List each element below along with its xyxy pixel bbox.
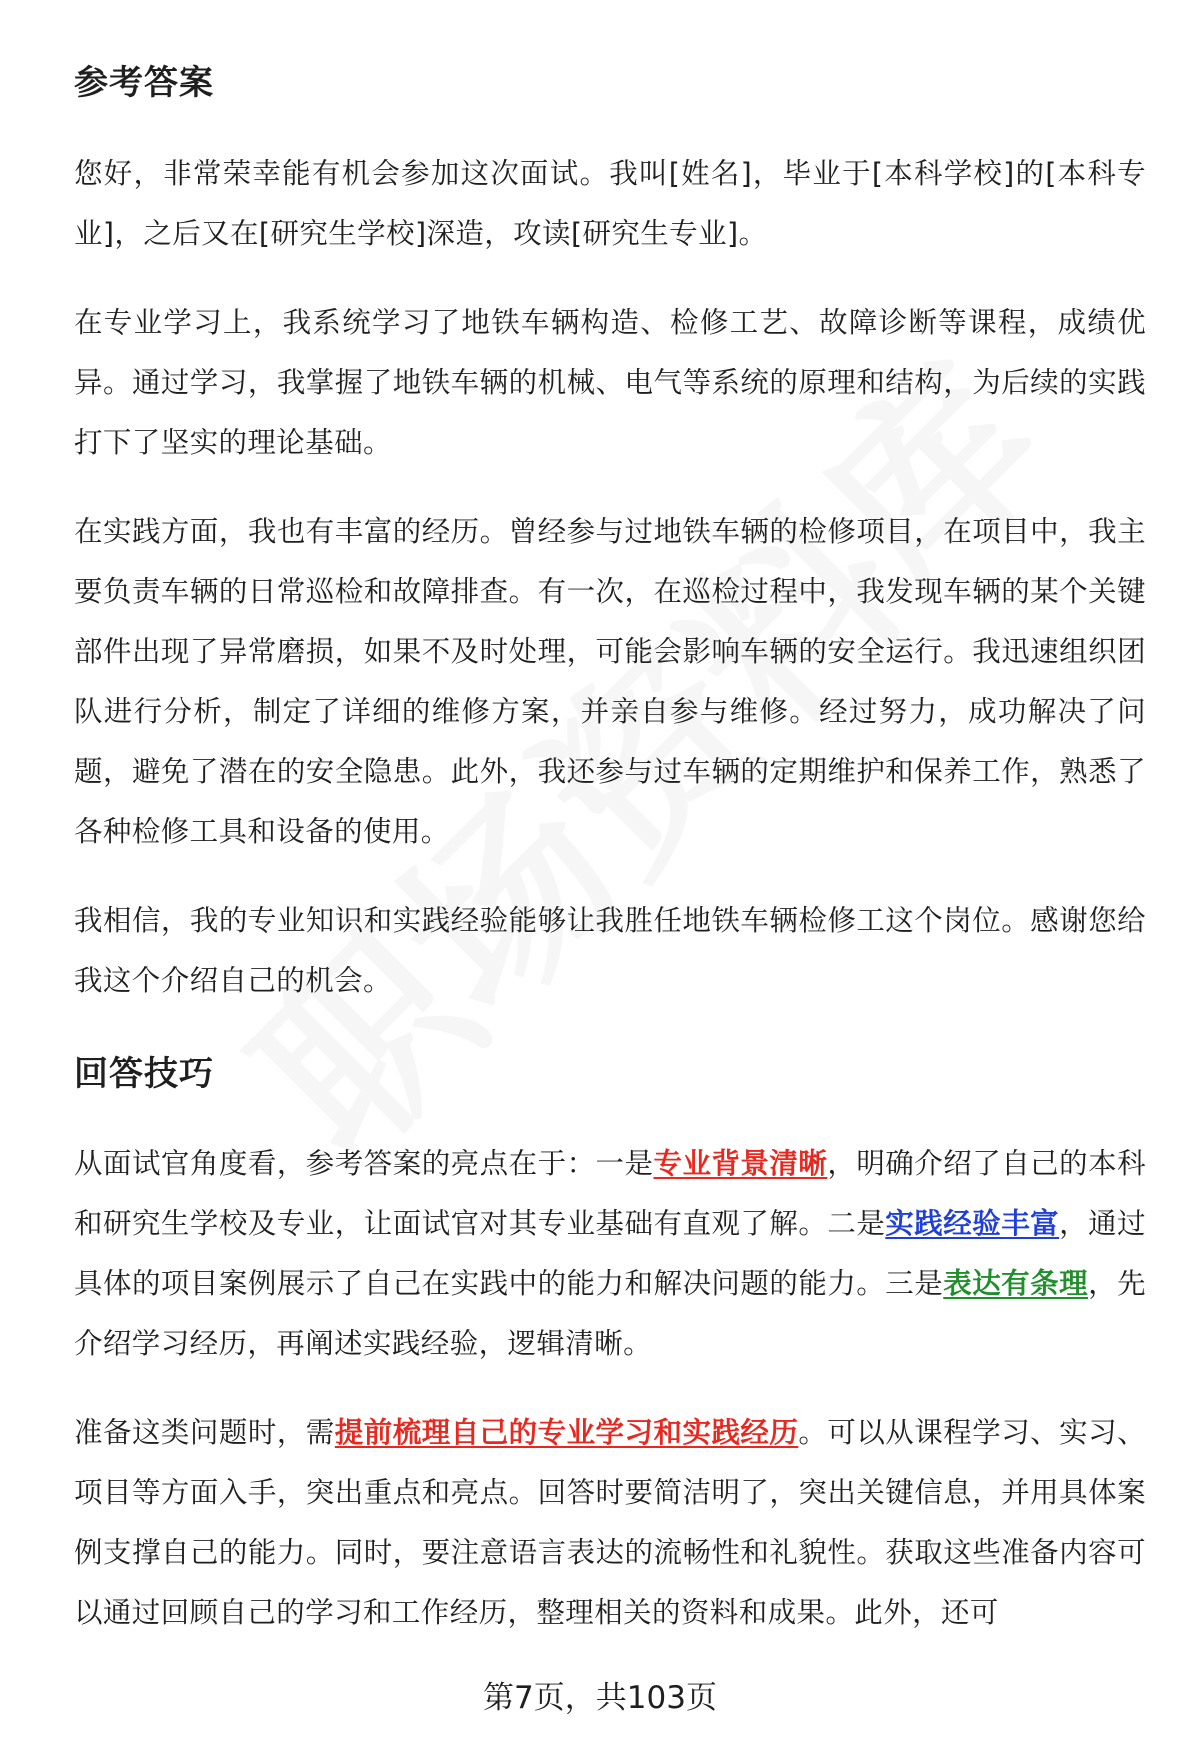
tips-text: ，明确介绍了自己的本科和研究生学校及专业，让面试官对其专业基础有直观了解。二是 [74, 1147, 1147, 1241]
tips-text: 从面试官角度看，参考答案的亮点在于：一是 [74, 1147, 654, 1181]
answer-paragraph: 您好，非常荣幸能有机会参加这次面试。我叫[姓名]，毕业于[本科学校]的[本科专业]，之后又在[研究生学校]深造，攻读[研究生专业]。 [74, 156, 1146, 250]
highlight-blue: 实践经验丰富 [885, 1207, 1060, 1241]
tips-text: 准备这类问题时，需 [74, 1416, 335, 1450]
highlight-green: 表达有条理 [943, 1267, 1089, 1301]
tips-text: ，通过具体的项目案例展示了自己在实践中的能力和解决问题的能力。三是 [74, 1207, 1147, 1301]
section-title-answer-tips: 回答技巧 [74, 1053, 214, 1094]
answer-paragraph: 我相信，我的专业知识和实践经验能够让我胜任地铁车辆检修工这个岗位。感谢您给我这个介绍自己的机会。 [74, 903, 1146, 997]
section-title-reference-answer: 参考答案 [74, 63, 214, 103]
highlight-red: 专业背景清晰 [653, 1147, 828, 1181]
tips-text: 。可以从课程学习、实习、项目等方面入手，突出重点和亮点。回答时要简洁明了，突出关键信息，并用具体案例支撑自己的能力。同时，要注意语言表达的流畅性和礼貌性。获取这些准备内容可以通过回顾自己的学习和工作经历，整理相关的资料和成果。此外，还可 [74, 1416, 1146, 1630]
tips-paragraph [74, 1403, 1146, 1643]
tips-paragraph [74, 1134, 1146, 1374]
answer-paragraph: 在实践方面，我也有丰富的经历。曾经参与过地铁车辆的检修项目，在项目中，我主要负责车辆的日常巡检和故障排查。有一次，在巡检过程中，我发现车辆的某个关键部件出现了异常磨损，如果不及时处理，可能会影响车辆的安全运行。我迅速组织团队进行分析，制定了详细的维修方案，并亲自参与维修。经过努力，成功解决了问题，避免了潜在的安全隐患。此外，我还参与过车辆的定期维护和保养工作，熟悉了各种检修工具和设备的使用。 [74, 514, 1146, 848]
document-page [74, 60, 1146, 1672]
page-number: 第7页，共103页 [0, 1673, 1200, 1723]
tips-text: ，先介绍学习经历，再阐述实践经验，逻辑清晰。 [74, 1267, 1146, 1361]
highlight-red: 提前梳理自己的专业学习和实践经历 [334, 1416, 799, 1450]
answer-paragraph: 在专业学习上，我系统学习了地铁车辆构造、检修工艺、故障诊断等课程，成绩优异。通过学习，我掌握了地铁车辆的机械、电气等系统的原理和结构，为后续的实践打下了坚实的理论基础。 [74, 305, 1146, 459]
